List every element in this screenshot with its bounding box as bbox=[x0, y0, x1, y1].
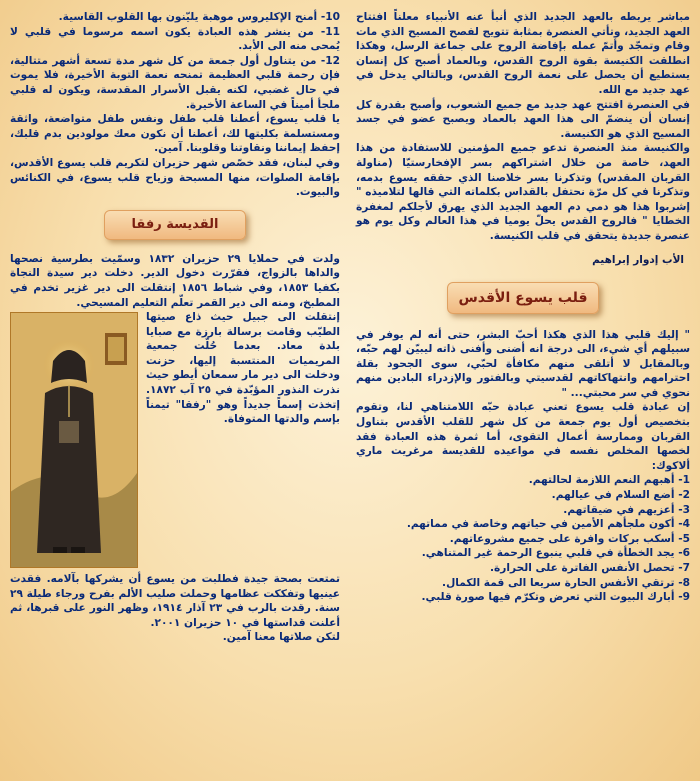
bio-paragraph: تمتعت بصحة جيدة فطلبت من يسوع أن يشركها بآلامه. فقدت عينيها وتفككت عظامها وحملت صليب الألم بفرح ورجاء طيلة ٢٩ سنة. رقدت بالرب في ٢٣ آذار ١٩١٤، وظهر النور على قبرها، ثم أعلنت قداستها في ١٠ حزيران ٢٠٠١. bbox=[10, 573, 340, 629]
bio-paragraph: ولدت في حملايا ٢٩ حزيران ١٨٣٢ وسمّيت بطرسية نصحها والداها بالزواج، فقرّرت دخول الدير. دخلت دير سيدة النجاة بكفيا ١٨٥٣، وفي شباط ١٨٥٦ إنتقلت الى دير غزير تخدم في المطبخ، ومنه الى دير القمر تعلّم التعليم المسيحي. bbox=[10, 252, 340, 309]
list-item: 3- أعزيهم في ضيقاتهم. bbox=[563, 503, 690, 516]
section-paragraph: إن عبادة قلب يسوع تعني عبادة حبّه اللامتناهي لنا، وتقوم بتخصيص أول يوم جمعة من كل شهر للقلب الأقدس بتناول القربان وممارسة أعمال التقوى، أما ثمرة هذه العبادة فقد لخصها المخلص نفسه في مواعيده للقديسة مرغريت ماري ألاكوك: bbox=[356, 401, 690, 472]
section-title: قلب يسوع الأقدس bbox=[458, 289, 588, 306]
section-title: القديسة رفقا bbox=[131, 216, 219, 232]
closing-line: لتكن صلاتها معنا آمين. bbox=[222, 631, 340, 644]
list-item: 11- من ينشر هذه العبادة يكون اسمه مرسوما في قلبي لا يُمحى منه الى الأبد. bbox=[10, 25, 340, 53]
intro-paragraph: مباشر يربطه بالعهد الجديد الذي أنبأ عنه الأنبياء معلناً افتتاح العهد الجديد، وتأتي العنصرة بمثابة تتويج لفصح المسيح الذي مات وقام وتمجّد وأتمّ عمله بإفاضة الروح على جماعة الرسل، وهكذا انطلقت الكنيسة بقوة الروح القدس، وبالعماد أصبح كل إنسان يستطيع أن يحصل على نعمة الروح القدس، وبالتالي يدخل في عهد جديد مع الله. bbox=[356, 11, 690, 96]
list-item: 8- ترتقي الأنفس الحارة سريعا الى قمة الكمال. bbox=[442, 576, 690, 589]
list-item: 2- أضع السلام في عيالهم. bbox=[551, 489, 690, 502]
prayer-paragraph: يا قلب يسوع، أعطنا قلب طفل ونفس طفل متواضعة، واثقة ومستسلمة بكليتها لك، أعطنا أن نكون معك مولودين بدم قلبك، إحفظ إيماننا ونقاوتنا وقلوبنا. آمين. bbox=[10, 113, 340, 155]
list-item: 6- يجد الخطأة في قلبي ينبوع الرحمة غير المتناهي. bbox=[421, 547, 690, 560]
list-item: 12- من يتناول أول جمعة من كل شهر مدة تسعة أشهر متتالية، فإن رحمة قلبي العظيمة تمنحه نعمة التوبة الأخيرة، فلا يموت في حال غضبي، لكنه يقبل الأسرار المقدسة، ويكون له قلبي ملجأ أميناً في الساعة الأخيرة. bbox=[10, 54, 340, 111]
list-item: 5- أسكب بركات وافرة على جميع مشروعاتهم. bbox=[449, 532, 690, 545]
prayer-paragraph: وفي لبنان، فقد خصّص شهر حزيران لتكريم قلب يسوع الأقدس، بإقامة الصلوات، منها المسبحة وزياح قلب يسوع، في الكنائس والبيوت. bbox=[10, 156, 340, 199]
intro-paragraph: والكنيسة منذ العنصرة تدعو جميع المؤمنين للاستفادة من هذا العهد، خاصة من خلال اشتراكهم بسر الإفخارستيّا (مناولة القربان المقدس) وتذكرنا بسر خلاصنا الذي حققه يسوع بدمه، وتذكرنا في كل مرّة نحتفل بالقداس بكلماته التي قالها لتلاميذه " إشربوا هذا هو دمي دم العهد الجديد الذي يهرق لأجلكم لمغفرة الخطايا " فالروح القدس يحلّ يوميا في هذا العالم وكل يوم هو عنصرة جديدة يتحقق في قلب الكنيسة. bbox=[356, 142, 690, 242]
left-column bbox=[10, 10, 340, 645]
bio-paragraph: إنتقلت الى جبيل حيث ذاع صيتها الطيّب وقامت برسالة بارزة مع صبايا بلدة معاد. بعدما حُلّت جمعية المريميات المنتسبة إليها، حزنت ودخلت الى دير مار سمعان أيطو حيث نذرت النذور المؤبّدة في ٢٥ آب ١٨٧٢. إتخذت إسماً جديداً وهو "رفقا" تيمناً بإسم والدتها المتوفاة. bbox=[146, 311, 340, 426]
bio-with-image bbox=[10, 310, 340, 427]
promises-list bbox=[356, 473, 690, 604]
list-item: 1- أهبهم النعم اللازمة لحالتهم. bbox=[528, 474, 690, 487]
intro-paragraph: في العنصرة افتتح عهد جديد مع جميع الشعوب، وأصبح بقدرة كل إنسان أن ينضمّ الى هذا العهد بالعماد ويصبح عضو في جسد المسيح الذي هو الكنيسة. bbox=[356, 98, 690, 140]
saint-portrait-icon bbox=[10, 313, 137, 568]
signature: الأب إدوار إبراهيم bbox=[592, 253, 684, 266]
section-title-banner bbox=[104, 210, 246, 240]
right-column bbox=[356, 10, 690, 605]
section-paragraph: " إليك قلبي هذا الذي هكذا أحبّ البشر، حتى أنه لم يوفر في سبيلهم أي شيء، الى درجة انه أضنى وأفنى ذاته ليبيّن لهم حبّه، وبالمقابل لا أتلقى منهم مكافأة لحبّي، سوى الجحود بقلة احترامهم وانتهاكاتهم لقدسيتي وبالفتور والإزدراء البادين منهم نحوي في سر محبتي... " bbox=[356, 328, 690, 399]
saint-rafqa-image bbox=[10, 312, 138, 568]
list-item: 4- أكون ملجأهم الأمين في حياتهم وخاصة في مماتهم. bbox=[406, 518, 690, 531]
list-item: 10- أمنح الإكليروس موهبة يليّنون بها القلوب القاسية. bbox=[58, 11, 340, 23]
list-item: 7- تحصل الأنفس الفاترة على الحرارة. bbox=[490, 562, 690, 574]
section-title-banner bbox=[447, 282, 599, 314]
list-item: 9- أبارك البيوت التي تعرض وتكرّم فيها صورة قلبي. bbox=[421, 591, 690, 604]
